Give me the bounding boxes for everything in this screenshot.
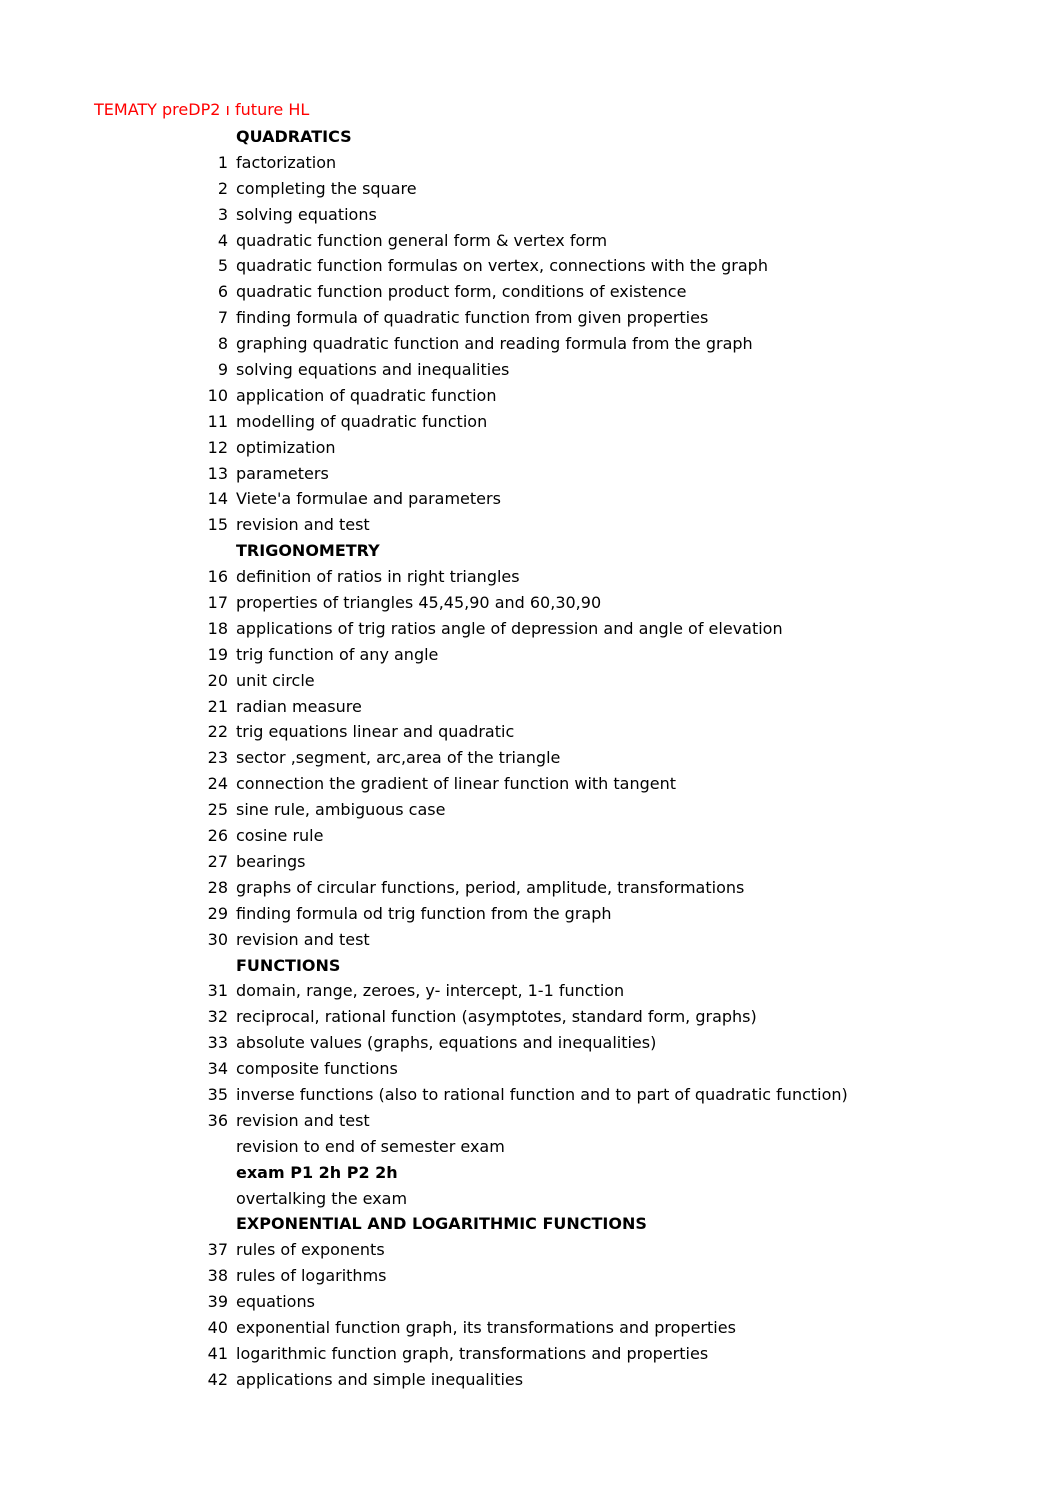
topic-row: [0, 719, 1058, 745]
topic-text: revision and test: [236, 929, 370, 949]
topic-text: connection the gradient of linear function with tangent: [236, 774, 677, 794]
topic-text: optimization: [236, 437, 336, 457]
topic-text: domain, range, zeroes, y- intercept, 1-1 function: [236, 981, 625, 1001]
topic-number: 6: [217, 282, 228, 302]
topic-text: radian measure: [236, 696, 362, 716]
topic-row: [0, 331, 1058, 357]
topic-text: properties of triangles 45,45,90 and 60,30,90: [236, 593, 602, 613]
topic-text: completing the square: [236, 178, 417, 198]
topic-row: [0, 590, 1058, 616]
topic-number: 34: [207, 1059, 228, 1079]
topic-text: logarithmic function graph, transformations and properties: [236, 1343, 709, 1363]
topic-row: [0, 357, 1058, 383]
topic-number: 19: [207, 644, 228, 664]
topic-list: [0, 124, 1058, 1393]
topic-text: revision and test: [236, 515, 370, 535]
topic-row: [0, 1056, 1058, 1082]
topic-number: 27: [207, 851, 228, 871]
topic-row: [0, 797, 1058, 823]
topic-number: 42: [207, 1369, 228, 1389]
topic-text: modelling of quadratic function: [236, 411, 488, 431]
topic-number: 9: [217, 360, 228, 380]
topic-number: 12: [207, 437, 228, 457]
topic-text: cosine rule: [236, 826, 324, 846]
topic-text: quadratic function product form, conditions of existence: [236, 282, 687, 302]
topic-text: finding formula od trig function from the graph: [236, 903, 612, 923]
topic-text: revision to end of semester exam: [236, 1136, 505, 1156]
topic-text: sector ,segment, arc,area of the triangle: [236, 748, 561, 768]
topic-text: reciprocal, rational function (asymptotes, standard form, graphs): [236, 1007, 757, 1027]
topic-row: [0, 486, 1058, 512]
topic-number: 26: [207, 826, 228, 846]
section-heading-text: QUADRATICS: [236, 127, 352, 146]
section-heading: [0, 1211, 1058, 1237]
topic-text: applications and simple inequalities: [236, 1369, 524, 1389]
topic-row: [0, 409, 1058, 435]
topic-number: 39: [207, 1292, 228, 1312]
topic-text: inverse functions (also to rational function and to part of quadratic function): [236, 1084, 848, 1104]
topic-row: [0, 849, 1058, 875]
topic-row: [0, 978, 1058, 1004]
topic-row: [0, 901, 1058, 927]
note-row: [0, 1186, 1058, 1212]
section-heading-text: TRIGONOMETRY: [236, 541, 380, 561]
topic-text: equations: [236, 1292, 315, 1312]
topic-number: 1: [217, 152, 228, 172]
topic-row: [0, 1289, 1058, 1315]
topic-row: [0, 1367, 1058, 1393]
section-heading: [0, 538, 1058, 564]
topic-row: [0, 1315, 1058, 1341]
topic-text: sine rule, ambiguous case: [236, 800, 446, 820]
topic-number: 18: [207, 618, 228, 638]
topic-number: 30: [207, 929, 228, 949]
topic-number: 29: [207, 903, 228, 923]
topic-text: exponential function graph, its transformations and properties: [236, 1317, 736, 1337]
section-heading: [0, 1160, 1058, 1186]
topic-row: [0, 1237, 1058, 1263]
section-heading: [0, 953, 1058, 979]
topic-text: parameters: [236, 463, 329, 483]
topic-number: 31: [207, 981, 228, 1001]
topic-number: 15: [207, 515, 228, 535]
topic-row: [0, 616, 1058, 642]
topic-row: [0, 461, 1058, 487]
topic-number: 36: [207, 1110, 228, 1130]
topic-text: trig equations linear and quadratic: [236, 722, 515, 742]
topic-text: solving equations: [236, 204, 377, 224]
topic-row: [0, 228, 1058, 254]
topic-number: 16: [207, 567, 228, 587]
topic-row: [0, 1004, 1058, 1030]
topic-number: 4: [217, 230, 228, 250]
topic-row: [0, 512, 1058, 538]
topic-row: [0, 1030, 1058, 1056]
topic-row: [0, 745, 1058, 771]
note-row: [0, 1134, 1058, 1160]
topic-row: [0, 435, 1058, 461]
topic-row: [0, 1108, 1058, 1134]
topic-number: 14: [207, 489, 228, 509]
section-heading-text: EXPONENTIAL AND LOGARITHMIC FUNCTIONS: [236, 1214, 647, 1234]
topic-number: 37: [207, 1240, 228, 1260]
topic-number: 5: [217, 256, 228, 276]
topic-number: 21: [207, 696, 228, 716]
topic-number: 10: [207, 385, 228, 405]
topic-number: 23: [207, 748, 228, 768]
topic-text: rules of logarithms: [236, 1266, 387, 1286]
topic-row: [0, 564, 1058, 590]
topic-row: [0, 150, 1058, 176]
topic-row: [0, 875, 1058, 901]
topic-text: absolute values (graphs, equations and inequalities): [236, 1033, 657, 1053]
topic-row: [0, 176, 1058, 202]
topic-row: [0, 642, 1058, 668]
topic-number: 41: [207, 1343, 228, 1363]
topic-text: unit circle: [236, 670, 315, 690]
topic-number: 20: [207, 670, 228, 690]
topic-row: [0, 927, 1058, 953]
topic-row: [0, 823, 1058, 849]
topic-row: [0, 383, 1058, 409]
topic-text: finding formula of quadratic function from given properties: [236, 308, 709, 328]
topic-text: graphs of circular functions, period, amplitude, transformations: [236, 877, 745, 897]
topic-number: 35: [207, 1084, 228, 1104]
topic-number: 17: [207, 593, 228, 613]
topic-number: 7: [217, 308, 228, 328]
topic-row: [0, 668, 1058, 694]
topic-text: revision and test: [236, 1110, 370, 1130]
page-title: TEMATY preDP2 ı future HL: [94, 100, 310, 119]
topic-text: bearings: [236, 851, 306, 871]
topic-row: [0, 279, 1058, 305]
topic-number: 11: [207, 411, 228, 431]
topic-number: 24: [207, 774, 228, 794]
topic-number: 32: [207, 1007, 228, 1027]
topic-text: quadratic function general form & vertex form: [236, 230, 608, 250]
topic-number: 28: [207, 877, 228, 897]
topic-number: 33: [207, 1033, 228, 1053]
topic-row: [0, 694, 1058, 720]
topic-text: trig function of any angle: [236, 644, 439, 664]
topic-text: factorization: [236, 152, 337, 172]
topic-number: 25: [207, 800, 228, 820]
topic-row: [0, 1263, 1058, 1289]
topic-number: 38: [207, 1266, 228, 1286]
section-heading-text: exam P1 2h P2 2h: [236, 1162, 398, 1182]
topic-text: overtalking the exam: [236, 1188, 408, 1208]
topic-number: 13: [207, 463, 228, 483]
section-heading: [0, 124, 1058, 150]
topic-number: 2: [217, 178, 228, 198]
topic-row: [0, 1341, 1058, 1367]
topic-text: Viete'a formulae and parameters: [236, 489, 501, 509]
topic-text: application of quadratic function: [236, 385, 497, 405]
topic-number: 22: [207, 722, 228, 742]
topic-row: [0, 771, 1058, 797]
topic-row: [0, 253, 1058, 279]
topic-text: graphing quadratic function and reading formula from the graph: [236, 334, 753, 354]
topic-text: composite functions: [236, 1059, 398, 1079]
topic-text: rules of exponents: [236, 1240, 385, 1260]
topic-number: 3: [217, 204, 228, 224]
topic-number: 8: [217, 334, 228, 354]
topic-text: quadratic function formulas on vertex, connections with the graph: [236, 256, 768, 276]
topic-text: solving equations and inequalities: [236, 360, 510, 380]
topic-row: [0, 305, 1058, 331]
topic-number: 40: [207, 1317, 228, 1337]
topic-row: [0, 1082, 1058, 1108]
section-heading-text: FUNCTIONS: [236, 955, 341, 975]
topic-row: [0, 202, 1058, 228]
topic-text: applications of trig ratios angle of depression and angle of elevation: [236, 618, 783, 638]
topic-text: definition of ratios in right triangles: [236, 567, 520, 587]
